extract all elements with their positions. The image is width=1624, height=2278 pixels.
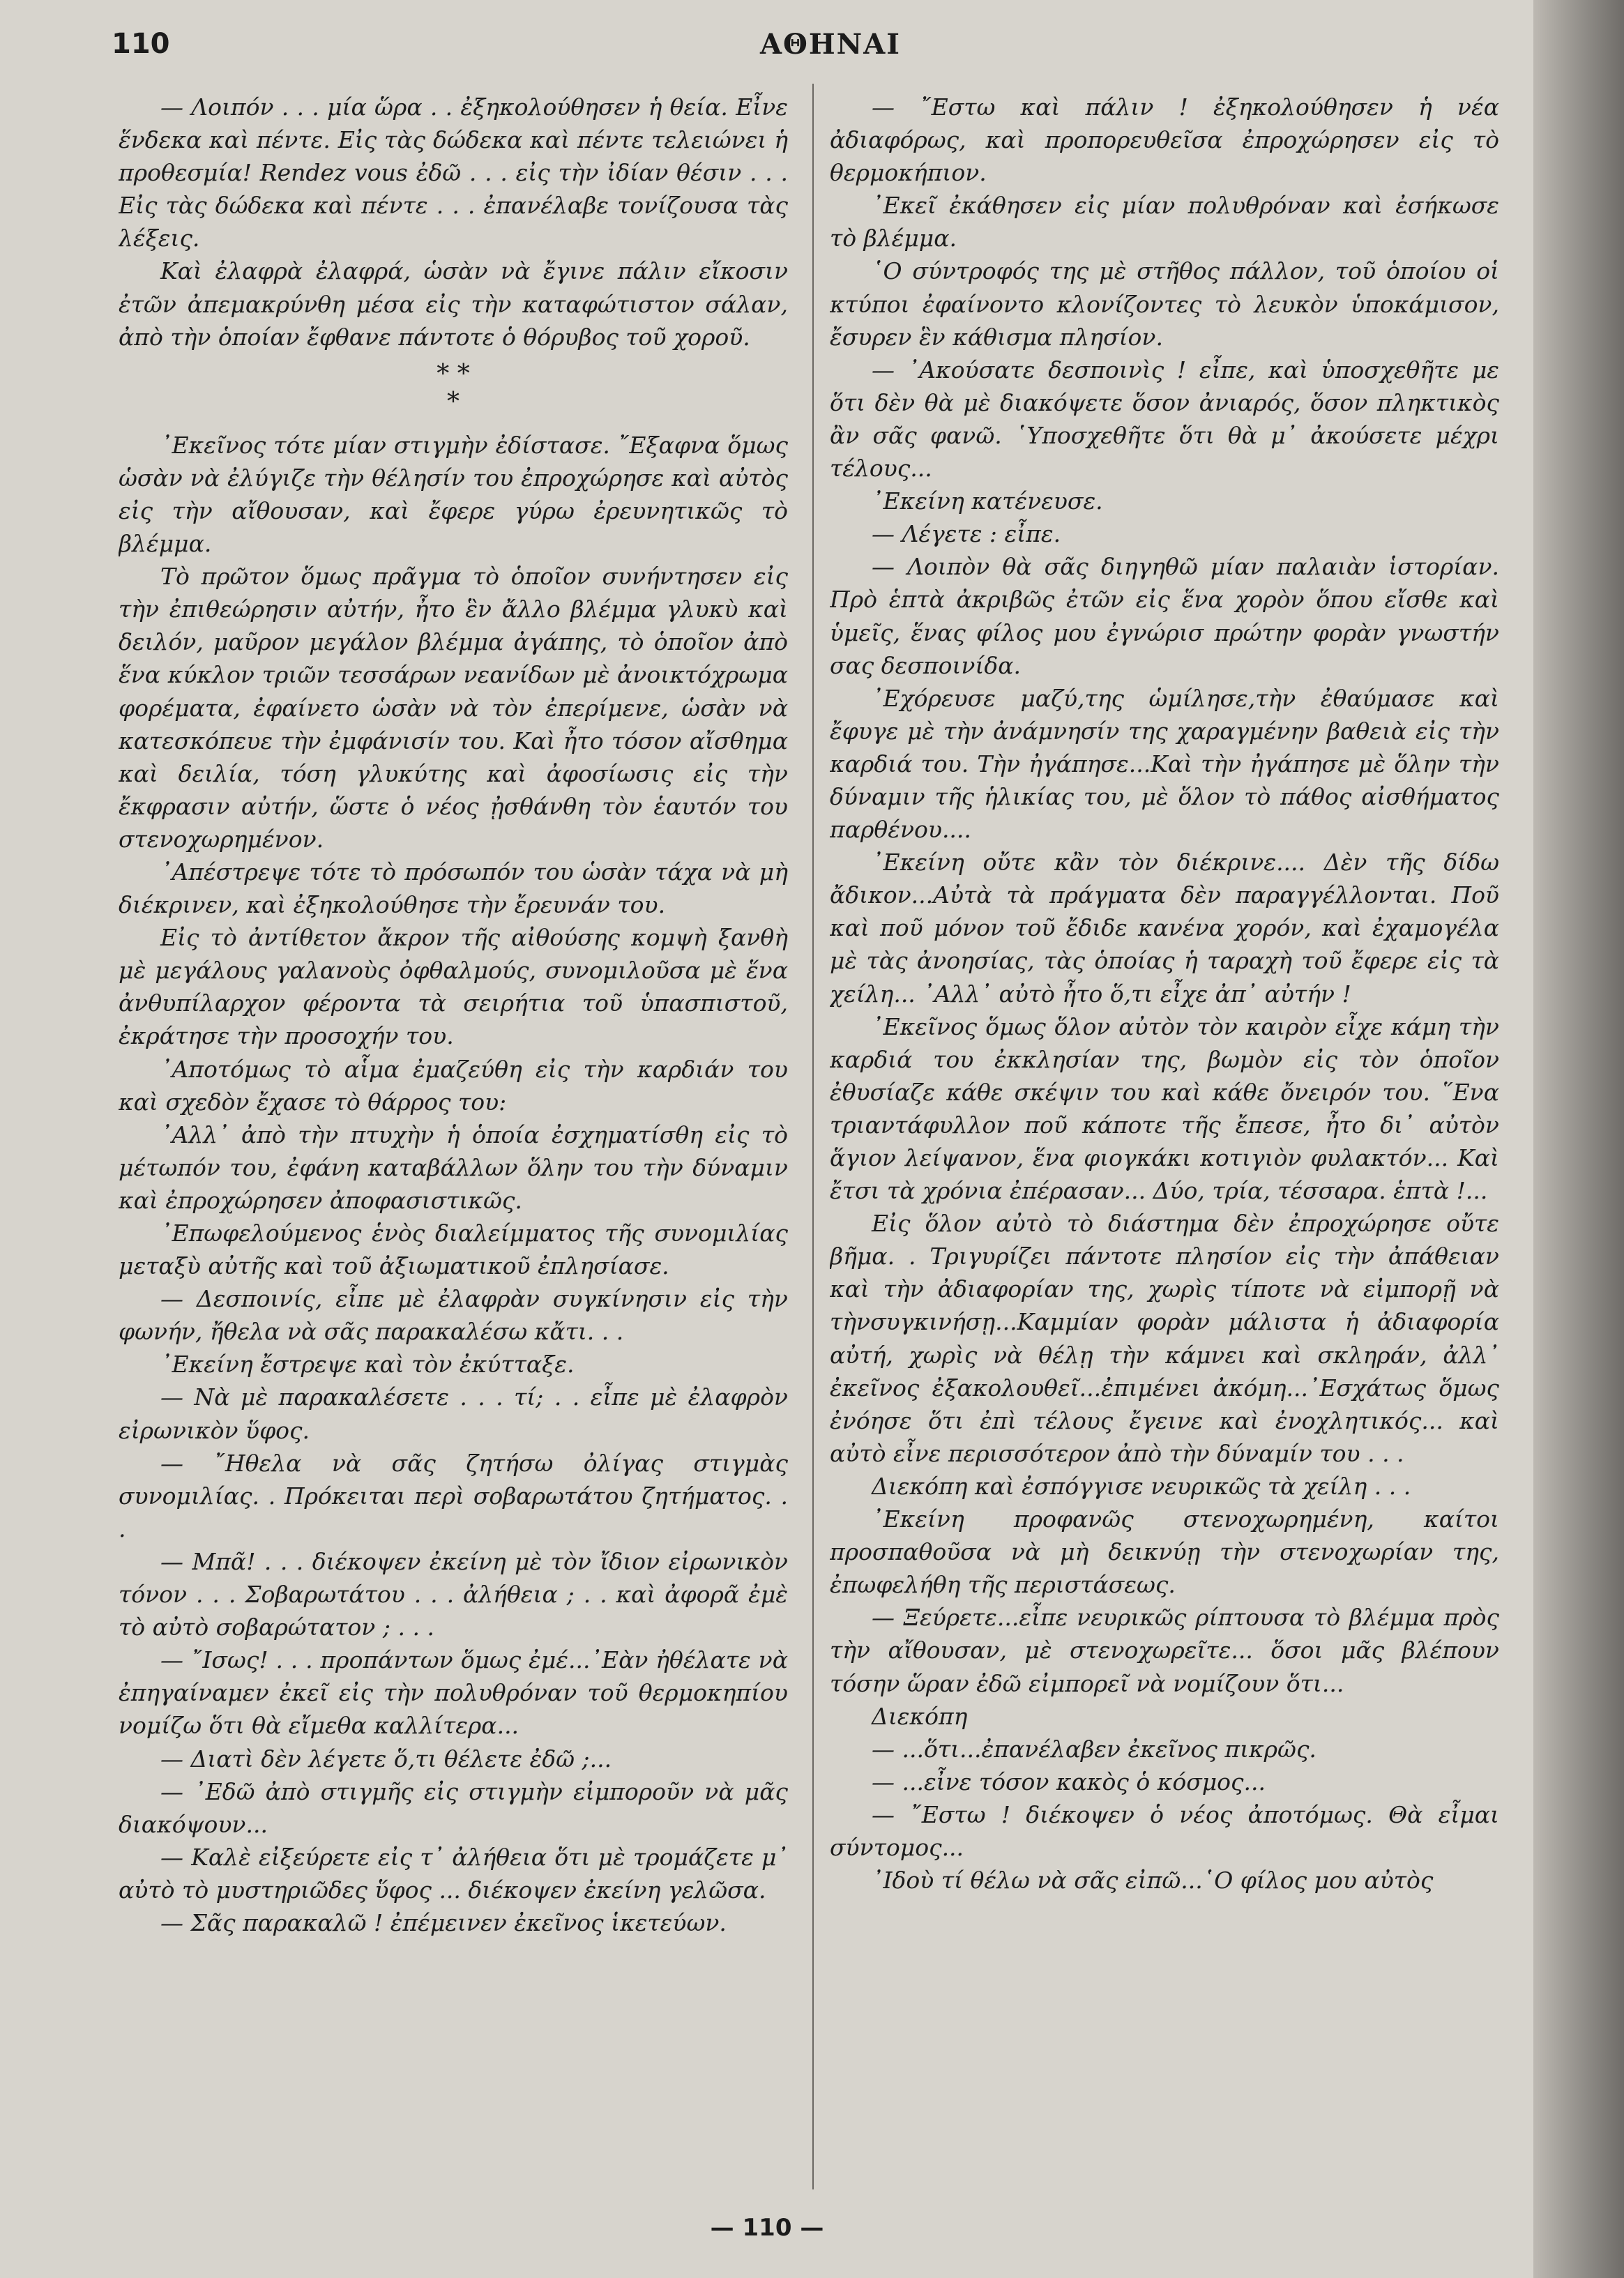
right-paragraph: ᾿Εκεῖνος ὅμως ὅλον αὐτὸν τὸν καιρὸν εἶχε κάμη τὴν καρδιά του ἐκκλησίαν της, βωμὸν εἰς τὸν ὁποῖον ἐθυσίαζε κάθε σκέψιν του καὶ κάθε ὄνειρόν του. ῞Ενα τριαντάφυλλον ποῦ κάποτε τῆς ἔπεσε, ἦτο δι᾿ αὐτὸν ἅγιον λείψανον, ἕνα φιογκάκι κοτιγιὸν φυλακτόν... Καὶ ἔτσι τὰ χρόνια ἐπέρασαν... Δύο, τρία, τέσσαρα. ἑπτὰ !... xyxy=(830,1012,1499,1205)
page-header xyxy=(112,28,1527,77)
page-edge-shadow xyxy=(1533,0,1624,2278)
left-paragraph: — Σᾶς παρακαλῶ ! ἐπέμεινεν ἐκεῖνος ἱκετεύων. xyxy=(160,1908,727,1936)
left-paragraph: — ῎Ισως! . . . προπάντων ὅμως ἐμέ...᾿Εὰν ἠθέλατε νὰ ἐπηγαίναμεν ἐκεῖ εἰς τὴν πολυθρόναν τοῦ θερμοκηπίου νομίζω ὅτι θὰ εἴμεθα καλλίτερα... xyxy=(119,1646,788,1740)
asterism-top: * * xyxy=(437,359,470,388)
column-divider xyxy=(812,84,814,2189)
left-paragraph: — Καλὲ εἰξεύρετε εἰς τ᾿ ἀλήθεια ὅτι μὲ τρομάζετε μ᾿ αὐτὸ τὸ μυστηριῶδες ὕφος ... διέκοψεν ἐκείνη γελῶσα. xyxy=(119,1843,788,1904)
right-paragraph: Διεκόπη καὶ ἐσπόγγισε νευρικῶς τὰ χείλη . . . xyxy=(872,1472,1411,1500)
right-paragraph: Διεκόπη xyxy=(872,1702,968,1730)
left-paragraph: — Διατὶ δὲν λέγετε ὅ,τι θέλετε ἐδῶ ;... xyxy=(160,1745,612,1772)
right-paragraph: ᾿Εκείνη προφανῶς στενοχωρημένη, καίτοι προσπαθοῦσα νὰ μὴ δεικνύῃ τὴν στενοχωρίαν της, ἐπωφελήθη τῆς περιστάσεως. xyxy=(830,1505,1499,1599)
right-paragraph: ᾿Εκεῖ ἐκάθησεν εἰς μίαν πολυθρόναν καὶ ἐσήκωσε τὸ βλέμμα. xyxy=(830,192,1499,252)
running-title: ΑΘΗΝΑΙ xyxy=(760,28,901,61)
right-paragraph: — ῎Εστω ! διέκοψεν ὁ νέος ἀποτόμως. Θὰ εἶμαι σύντομος... xyxy=(830,1800,1499,1861)
left-paragraph: — Μπᾶ! . . . διέκοψεν ἐκείνη μὲ τὸν ἴδιον εἰρωνικὸν τόνον . . . Σοβαρωτάτου . . . ἀλήθεια ; . . καὶ ἀφορᾶ ἐμὲ τὸ αὐτὸ σοβαρώτατον ; . . . xyxy=(119,1547,788,1641)
left-paragraph: Καὶ ἐλαφρὰ ἐλαφρά, ὡσὰν νὰ ἔγινε πάλιν εἴκοσιν ἐτῶν ἀπεμακρύνθη μέσα εἰς τὴν καταφώτιστον σάλαν, ἀπὸ τὴν ὁποίαν ἔφθανε πάντοτε ὁ θόρυβος τοῦ χοροῦ. xyxy=(119,257,788,351)
left-paragraph: — ῎Ηθελα νὰ σᾶς ζητήσω ὀλίγας στιγμὰς συνομιλίας. . Πρόκειται περὶ σοβαρωτάτου ζητήματος. . . xyxy=(119,1449,788,1542)
left-paragraph: ᾿Εκεῖνος τότε μίαν στιγμὴν ἐδίστασε. ῎Εξαφνα ὅμως ὡσὰν νὰ ἐλύγιζε τὴν θέλησίν του ἐπροχώρησε καὶ αὐτὸς εἰς τὴν αἴθουσαν, καὶ ἔφερε γύρω ἐρευνητικῶς τὸ βλέμμα. xyxy=(119,431,788,558)
left-paragraph: — Λοιπόν . . . μία ὥρα . . ἐξηκολούθησεν ἡ θεία. Εἶνε ἕνδεκα καὶ πέντε. Εἰς τὰς δώδεκα καὶ πέντε τελειώνει ἡ προθεσμία! Rendez vous ἐδῶ . . . εἰς τὴν ἰδίαν θέσιν . . . Εἰς τὰς δώδεκα καὶ πέντε . . . ἐπανέλαβε τονίζουσα τὰς λέξεις. xyxy=(119,93,788,252)
right-paragraph: ῾Ο σύντροφός της μὲ στῆθος πάλλον, τοῦ ὁποίου οἱ κτύποι ἐφαίνοντο κλονίζοντες τὸ λευκὸν ὑποκάμισον, ἔσυρεν ἓν κάθισμα πλησίον. xyxy=(830,257,1499,351)
left-paragraph: ᾿Απέστρεψε τότε τὸ πρόσωπόν του ὡσὰν τάχα νὰ μὴ διέκρινεν, καὶ ἐξηκολούθησε τὴν ἔρευνάν του. xyxy=(119,858,788,919)
left-paragraph: — Δεσποινίς, εἶπε μὲ ἐλαφρὰν συγκίνησιν εἰς τὴν φωνήν, ἤθελα νὰ σᾶς παρακαλέσω κἄτι. . . xyxy=(119,1285,788,1346)
right-paragraph: — Ξεύρετε...εἶπε νευρικῶς ρίπτουσα τὸ βλέμμα πρὸς τὴν αἴθουσαν, μὲ στενοχωρεῖτε... ὅσοι μᾶς βλέπουν τόσην ὥραν ἐδῶ εἰμπορεῖ νὰ νομίζουν ὅτι... xyxy=(830,1604,1499,1697)
right-paragraph: ᾿Εχόρευσε μαζύ,της ὡμίλησε,τὴν ἐθαύμασε καὶ ἔφυγε μὲ τὴν ἀνάμνησίν της χαραγμένην βαθειὰ εἰς τὴν καρδιά του. Τὴν ἠγάπησε...Καὶ τὴν ἠγάπησε μὲ ὅλην τὴν δύναμιν τῆς ἡλικίας του, μὲ ὅλον τὸ πάθος αἰσθήματος παρθένου.... xyxy=(830,684,1499,844)
right-paragraph: — ᾿Ακούσατε δεσποινὶς ! εἶπε, καὶ ὑποσχεθῆτε με ὅτι δὲν θὰ μὲ διακόψετε ὅσον ἀνιαρός, ὅσον πληκτικὸς ἂν σᾶς φανῶ. ῾Υποσχεθῆτε ὅτι θὰ μ᾿ ἀκούσετε μέχρι τέλους... xyxy=(830,356,1499,483)
right-paragraph: ᾿Ιδοὺ τί θέλω νὰ σᾶς εἰπῶ...῾Ο φίλος μου αὐτὸς xyxy=(872,1867,1434,1894)
right-paragraph: ᾿Εκείνη οὔτε κἂν τὸν διέκρινε.... Δὲν τῆς δίδω ἄδικον...Αὐτὰ τὰ πράγματα δὲν παραγγέλλονται. Ποῦ καὶ ποῦ μόνον τοῦ ἔδιδε κανένα χορόν, καὶ ἐχαμογέλα μὲ τὰς ἀνοησίας, τὰς ὁποίας ἡ ταραχὴ τοῦ ἔφερε εἰς τὰ χείλη... ᾿Αλλ᾿ αὐτὸ ἦτο ὅ,τι εἶχε ἀπ᾿ αὐτήν ! xyxy=(830,849,1499,1008)
left-column xyxy=(119,91,788,2182)
left-paragraph: Τὸ πρῶτον ὅμως πρᾶγμα τὸ ὁποῖον συνήντησεν εἰς τὴν ἐπιθεώρησιν αὐτήν, ἦτο ἓν ἄλλο βλέμμα γλυκὺ καὶ δειλόν, μαῦρον μεγάλον βλέμμα ἀγάπης, τὸ ὁποῖον ἀπὸ ἕνα κύκλον τριῶν τεσσάρων νεανίδων μὲ ἀνοικτόχρωμα φορέματα, ἐφαίνετο ὡσὰν νὰ τὸν ἐπερίμενε, ὡσὰν νὰ κατεσκόπευε τὴν ἐμφάνισίν του. Καὶ ἦτο τόσον αἴσθημα καὶ δειλία, τόση γλυκύτης καὶ ἀφοσίωσις εἰς τὴν ἔκφρασιν αὐτήν, ὥστε ὁ νέος ᾐσθάνθη τὸν ἑαυτόν του στενοχωρημένον. xyxy=(119,563,788,853)
footer-page-number: — 110 — xyxy=(710,2214,824,2242)
left-paragraph: ᾿Επωφελούμενος ἑνὸς διαλείμματος τῆς συνομιλίας μεταξὺ αὐτῆς καὶ τοῦ ἀξιωματικοῦ ἐπλησίασε. xyxy=(119,1220,788,1280)
left-paragraph: ᾿Αποτόμως τὸ αἷμα ἐμαζεύθη εἰς τὴν καρδιάν του καὶ σχεδὸν ἔχασε τὸ θάρρος του: xyxy=(119,1055,788,1116)
section-break-asterism xyxy=(119,360,788,416)
asterism-bottom: * xyxy=(447,387,460,416)
left-paragraph: ᾿Αλλ᾿ ἀπὸ τὴν πτυχὴν ἡ ὁποία ἐσχηματίσθη εἰς τὸ μέτωπόν του, ἐφάνη καταβάλλων ὅλην του τὴν δύναμιν καὶ ἐπροχώρησεν ἀποφασιστικῶς. xyxy=(119,1121,788,1214)
right-column xyxy=(830,91,1499,2182)
left-paragraph: ᾿Εκείνη ἔστρεψε καὶ τὸν ἐκύτταξε. xyxy=(160,1351,575,1379)
right-paragraph: — ...εἶνε τόσον κακὸς ὁ κόσμος... xyxy=(872,1768,1266,1795)
right-paragraph: — Λέγετε : εἶπε. xyxy=(872,520,1061,548)
right-paragraph: — ...ὅτι...ἐπανέλαβεν ἐκεῖνος πικρῶς. xyxy=(872,1735,1316,1763)
right-paragraph: ᾿Εκείνη κατένευσε. xyxy=(872,487,1103,515)
right-paragraph: — Λοιπὸν θὰ σᾶς διηγηθῶ μίαν παλαιὰν ἱστορίαν. Πρὸ ἑπτὰ ἀκριβῶς ἐτῶν εἰς ἕνα χορὸν ὅπου εἴσθε καὶ ὑμεῖς, ἕνας φίλος μου ἐγνώρισ πρώτην φορὰν γνωστήν σας δεσποινίδα. xyxy=(830,553,1499,679)
left-paragraph: — ᾿Εδῶ ἀπὸ στιγμῆς εἰς στιγμὴν εἰμποροῦν νὰ μᾶς διακόψουν... xyxy=(119,1777,788,1838)
right-paragraph: — ῎Εστω καὶ πάλιν ! ἐξηκολούθησεν ἡ νέα ἀδιαφόρως, καὶ προπορευθεῖσα ἐπροχώρησεν εἰς τὸ θερμοκήπιον. xyxy=(830,93,1499,187)
header-page-number: 110 xyxy=(112,28,170,60)
left-paragraph: — Νὰ μὲ παρακαλέσετε . . . τί; . . εἶπε μὲ ἐλαφρὸν εἰρωνικὸν ὕφος. xyxy=(119,1383,788,1444)
right-paragraph: Εἰς ὅλον αὐτὸ τὸ διάστημα δὲν ἐπροχώρησε οὔτε βῆμα. . Τριγυρίζει πάντοτε πλησίον εἰς τὴν ἀπάθειαν καὶ τὴν ἀδιαφορίαν της, χωρὶς τίποτε νὰ εἰμπορῇ νὰ τὴνσυγκινήσῃ...Καμμίαν φορὰν μάλιστα ἡ ἀδιαφορία αὐτή, χωρὶς νὰ θέλῃ τὴν κάμνει καὶ σκληράν, ἀλλ᾿ ἐκεῖνος ἐξακολουθεῖ...ἐπιμένει ἀκόμη...᾿Εσχάτως ὅμως ἐνόησε ὅτι ἐπὶ τέλους ἔγεινε καὶ ἐνοχλητικός... καὶ αὐτὸ εἶνε περισσότερον ἀπὸ τὴν δύναμίν του . . . xyxy=(830,1210,1499,1467)
left-paragraph: Εἰς τὸ ἀντίθετον ἄκρον τῆς αἰθούσης κομψὴ ξανθὴ μὲ μεγάλους γαλανοὺς ὀφθαλμούς, συνομιλοῦσα μὲ ἕνα ἀνθυπίλαρχον φέροντα τὰ σειρήτια τοῦ ὑπασπιστοῦ, ἐκράτησε τὴν προσοχήν του. xyxy=(119,924,788,1050)
